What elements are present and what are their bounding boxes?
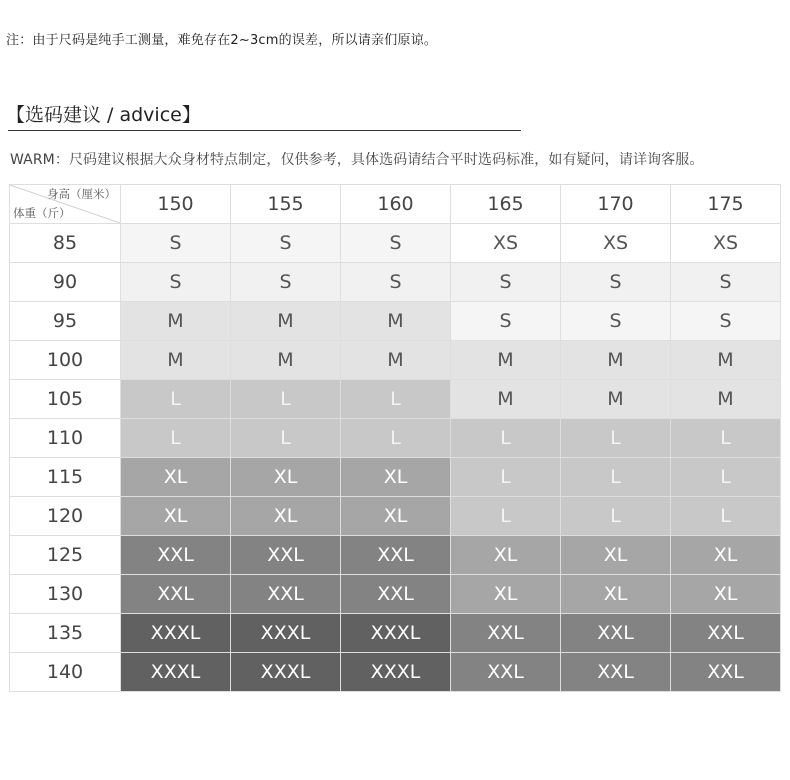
size-cell: S: [561, 302, 671, 341]
warm-notice: WARM：尺码建议根据大众身材特点制定，仅供参考，具体选码请结合平时选码标准，如有疑问，请详询客服。: [10, 152, 704, 168]
size-cell: M: [231, 302, 341, 341]
measurement-note: 注：由于尺码是纯手工测量，难免存在2~3cm的误差，所以请亲们原谅。: [6, 33, 438, 48]
height-header: 150: [121, 185, 231, 224]
size-cell: S: [341, 263, 451, 302]
size-cell: XXL: [341, 536, 451, 575]
size-cell: XS: [671, 224, 781, 263]
size-cell: XS: [451, 224, 561, 263]
size-cell: M: [341, 302, 451, 341]
size-cell: XXL: [561, 614, 671, 653]
table-row: [10, 614, 781, 653]
height-header: 175: [671, 185, 781, 224]
size-cell: XL: [451, 536, 561, 575]
size-cell: XXXL: [121, 614, 231, 653]
weight-row-header: 105: [10, 380, 121, 419]
size-cell: XXL: [231, 536, 341, 575]
size-cell: XXXL: [341, 653, 451, 692]
size-cell: XL: [341, 497, 451, 536]
size-cell: S: [671, 263, 781, 302]
size-cell: XL: [341, 458, 451, 497]
size-cell: XL: [231, 497, 341, 536]
size-cell: M: [561, 341, 671, 380]
size-cell: XXXL: [231, 614, 341, 653]
weight-row-header: 135: [10, 614, 121, 653]
size-cell: S: [231, 263, 341, 302]
table-row: [10, 575, 781, 614]
size-cell: M: [451, 341, 561, 380]
size-cell: L: [561, 458, 671, 497]
size-cell: XL: [561, 575, 671, 614]
size-cell: L: [671, 497, 781, 536]
weight-row-header: 125: [10, 536, 121, 575]
size-cell: XS: [561, 224, 671, 263]
size-cell: M: [121, 302, 231, 341]
size-cell: M: [671, 380, 781, 419]
size-cell: XL: [451, 575, 561, 614]
size-cell: S: [671, 302, 781, 341]
size-cell: S: [121, 224, 231, 263]
size-cell: S: [341, 224, 451, 263]
size-cell: XXL: [451, 653, 561, 692]
size-cell: XXL: [341, 575, 451, 614]
weight-row-header: 85: [10, 224, 121, 263]
weight-axis-label: 体重（斤）: [13, 206, 71, 220]
size-cell: XL: [671, 536, 781, 575]
size-cell: XL: [121, 458, 231, 497]
size-cell: S: [561, 263, 671, 302]
table-row: [10, 536, 781, 575]
weight-row-header: 115: [10, 458, 121, 497]
weight-row-header: 110: [10, 419, 121, 458]
table-row: [10, 497, 781, 536]
weight-row-header: 140: [10, 653, 121, 692]
size-cell: XXL: [451, 614, 561, 653]
size-cell: S: [231, 224, 341, 263]
size-cell: L: [561, 497, 671, 536]
size-cell: M: [451, 380, 561, 419]
size-cell: XXXL: [121, 653, 231, 692]
height-header: 160: [341, 185, 451, 224]
size-cell: XL: [671, 575, 781, 614]
table-row: [10, 380, 781, 419]
table-row: [10, 653, 781, 692]
table-row: [10, 419, 781, 458]
size-cell: XXL: [561, 653, 671, 692]
table-corner-cell: [10, 185, 121, 224]
size-cell: L: [231, 380, 341, 419]
size-cell: M: [121, 341, 231, 380]
size-cell: L: [451, 419, 561, 458]
section-title: 【选码建议 / advice】: [6, 104, 201, 126]
height-header: 165: [451, 185, 561, 224]
size-cell: M: [561, 380, 671, 419]
weight-row-header: 100: [10, 341, 121, 380]
table-row: [10, 341, 781, 380]
weight-row-header: 120: [10, 497, 121, 536]
size-cell: S: [451, 302, 561, 341]
height-header: 155: [231, 185, 341, 224]
size-cell: XXL: [231, 575, 341, 614]
size-cell: XL: [561, 536, 671, 575]
size-cell: L: [121, 380, 231, 419]
size-cell: L: [341, 380, 451, 419]
size-cell: XXL: [121, 575, 231, 614]
size-cell: XL: [231, 458, 341, 497]
size-cell: L: [671, 419, 781, 458]
size-cell: S: [451, 263, 561, 302]
weight-row-header: 95: [10, 302, 121, 341]
size-cell: L: [451, 458, 561, 497]
size-cell: L: [451, 497, 561, 536]
size-cell: XXL: [671, 614, 781, 653]
size-cell: M: [231, 341, 341, 380]
size-chart-table: [9, 184, 781, 692]
size-cell: XL: [121, 497, 231, 536]
size-cell: XXXL: [341, 614, 451, 653]
weight-row-header: 90: [10, 263, 121, 302]
title-underline: [8, 130, 521, 131]
table-row: [10, 224, 781, 263]
size-cell: M: [341, 341, 451, 380]
weight-row-header: 130: [10, 575, 121, 614]
height-header: 170: [561, 185, 671, 224]
table-row: [10, 302, 781, 341]
table-header-row: [10, 185, 781, 224]
table-row: [10, 458, 781, 497]
size-cell: L: [341, 419, 451, 458]
size-cell: M: [671, 341, 781, 380]
size-cell: L: [561, 419, 671, 458]
size-cell: XXXL: [231, 653, 341, 692]
table-body: [10, 224, 781, 692]
height-axis-label: 身高（厘米）: [47, 187, 116, 201]
size-cell: XXL: [671, 653, 781, 692]
size-cell: S: [121, 263, 231, 302]
size-cell: XXL: [121, 536, 231, 575]
size-cell: L: [231, 419, 341, 458]
table-row: [10, 263, 781, 302]
size-cell: L: [671, 458, 781, 497]
size-cell: L: [121, 419, 231, 458]
